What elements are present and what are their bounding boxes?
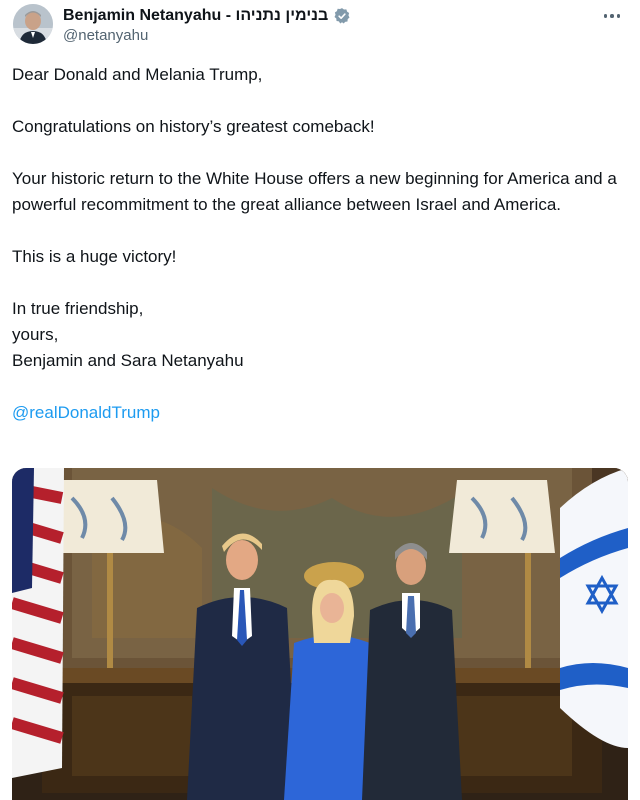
tweet-signature: Benjamin and Sara Netanyahu bbox=[12, 351, 244, 370]
photo-scene bbox=[12, 468, 628, 800]
tweet-text bbox=[12, 62, 622, 426]
verified-badge-icon bbox=[333, 7, 351, 25]
author-handle[interactable]: @netanyahu bbox=[63, 27, 149, 44]
attached-photo[interactable] bbox=[12, 468, 628, 800]
author-name-row[interactable] bbox=[63, 5, 351, 27]
author-display-name[interactable]: Benjamin Netanyahu - בנימין נתניהו bbox=[63, 7, 329, 24]
tweet-closing-yours: yours, bbox=[12, 325, 59, 344]
tweet-line-return: Your historic return to the White House offers a new beginning for America and a powerful recommitment to the great alliance between Israel and America. bbox=[12, 169, 617, 214]
author-avatar[interactable] bbox=[13, 4, 53, 44]
tweet-line-victory: This is a huge victory! bbox=[12, 247, 177, 266]
tweet-line-congrats: Congratulations on history’s greatest comeback! bbox=[12, 117, 375, 136]
mention-link[interactable]: @realDonaldTrump bbox=[12, 403, 160, 422]
tweet-closing-friendship: In true friendship, bbox=[12, 299, 144, 318]
avatar-image bbox=[13, 4, 53, 44]
tweet-greeting: Dear Donald and Melania Trump, bbox=[12, 65, 263, 84]
more-options-icon[interactable] bbox=[598, 6, 626, 26]
